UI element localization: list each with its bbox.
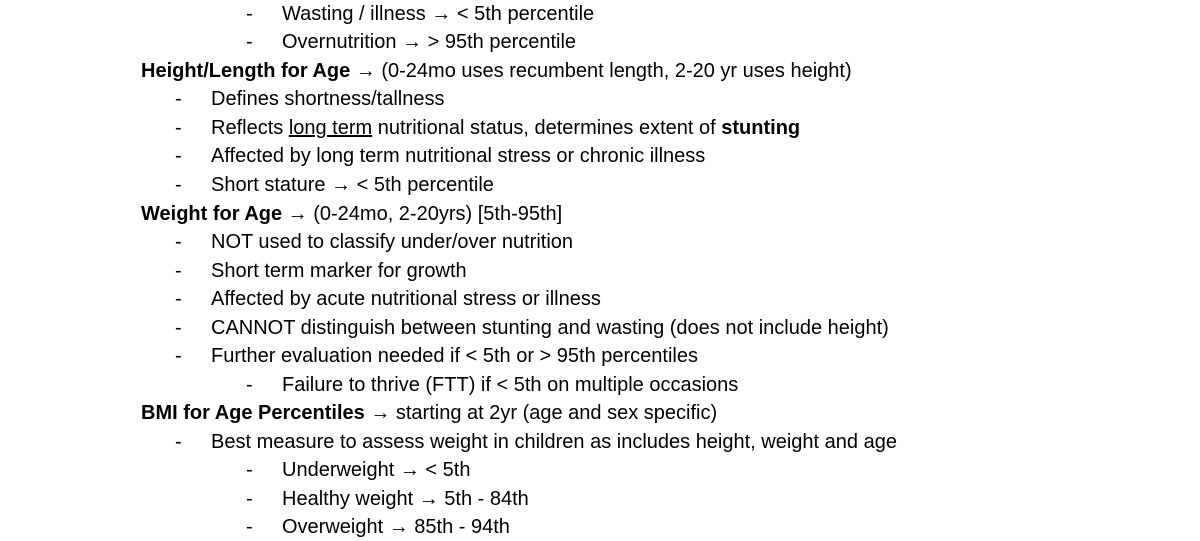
bullet-dash: - <box>175 88 182 110</box>
heading-bold-title: Weight for Age <box>141 203 283 225</box>
heading-detail: → (0-24mo uses recumbent length, 2-20 yr uses height) <box>350 60 852 82</box>
heading-detail: → (0-24mo, 2-20yrs) [5th-95th] <box>282 203 563 225</box>
bullet-dash: - <box>175 431 182 453</box>
list-item-text: NOT used to classify under/over nutrition <box>211 231 574 253</box>
list-item-text: Healthy weight → 5th - 84th <box>282 488 529 510</box>
bullet-dash: - <box>175 145 182 167</box>
heading-detail: → starting at 2yr (age and sex specific) <box>364 402 718 424</box>
heading-text <box>141 200 562 228</box>
list-item-text: Short stature → < 5th percentile <box>211 174 494 196</box>
heading-bold-title: Height/Length for Age <box>141 60 351 82</box>
bullet-dash: - <box>246 31 253 53</box>
bold-text: stunting <box>721 117 801 139</box>
list-item-text: Short term marker for growth <box>211 260 467 282</box>
bullet-dash: - <box>175 174 182 196</box>
bullet-dash: - <box>175 345 182 367</box>
bullet-dash: - <box>246 3 253 25</box>
list-item-text: Failure to thrive (FTT) if < 5th on multiple occasions <box>282 374 739 396</box>
list-item-text: CANNOT distinguish between stunting and wasting (does not include height) <box>211 317 889 339</box>
list-item-text: Best measure to assess weight in children as includes height, weight and age <box>211 431 897 453</box>
text-run: nutritional status, determines extent of <box>372 117 722 139</box>
bullet-dash: - <box>246 516 253 538</box>
list-item-text: Overweight → 85th - 94th <box>282 516 510 538</box>
bullet-dash: - <box>175 288 182 310</box>
bullet-dash: - <box>246 459 253 481</box>
list-item-text: Defines shortness/tallness <box>211 88 445 110</box>
heading-bold-title: BMI for Age Percentiles <box>141 402 365 424</box>
bullet-dash: - <box>175 117 182 139</box>
text-run: Reflects <box>211 117 289 139</box>
bullet-dash: - <box>175 260 182 282</box>
list-item-text: Further evaluation needed if < 5th or > 95th percentiles <box>211 345 698 367</box>
bullet-dash: - <box>175 231 182 253</box>
underlined-text: long term <box>288 117 373 139</box>
heading-text <box>141 399 717 427</box>
heading-text <box>141 57 852 85</box>
list-item-text: Overnutrition → > 95th percentile <box>282 31 577 53</box>
list-item-text: Underweight → < 5th <box>282 459 471 481</box>
bullet-dash: - <box>246 488 253 510</box>
list-item-text: Affected by acute nutritional stress or illness <box>211 288 601 310</box>
list-item-text: Wasting / illness → < 5th percentile <box>282 3 595 25</box>
bullet-dash: - <box>246 374 253 396</box>
list-item-text <box>211 114 800 142</box>
list-item-text: Affected by long term nutritional stress or chronic illness <box>211 145 706 167</box>
bullet-dash: - <box>175 317 182 339</box>
